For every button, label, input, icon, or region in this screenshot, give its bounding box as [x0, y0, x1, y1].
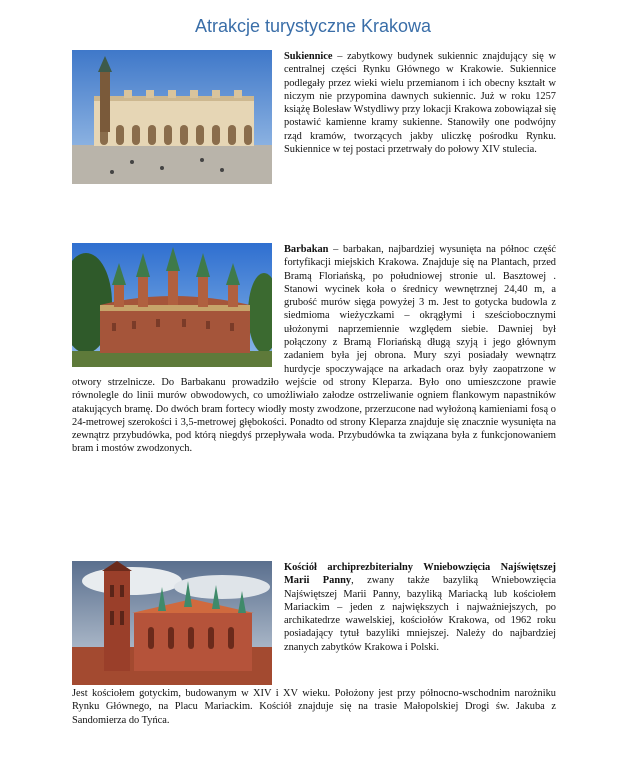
- barbakan-photo: [72, 243, 272, 367]
- section-barbakan: [72, 243, 556, 456]
- kosciol-mariacki-photo: [72, 561, 272, 685]
- section-heading: Barbakan: [284, 244, 329, 255]
- sukiennice-photo: [72, 50, 272, 184]
- page-title: Atrakcje turystyczne Krakowa: [194, 16, 432, 36]
- section-heading: Kościół archiprezbiterialny Wniebowzięcia Najświętszej Marii Panny: [284, 562, 556, 587]
- section-kosciol-mariacki: [72, 561, 556, 727]
- section-text-continued: Jest kościołem gotyckim, budowanym w XIV i XV wieku. Położony jest przy północno-wschodnim narożniku Rynku Głównego, na Placu Mariackim. Kościół znajduje się na trasie Małopolskiej Drogi św. Jakuba z Sandomierza do Tyńca.: [72, 688, 556, 726]
- section-text: – zabytkowy budynek sukiennic znajdujący się w centralnej części Rynku Głównego w Krakowie. Sukiennice podlegały przez wieki wielu przemianom i ich obecny kształt w niczym nie przypomina dawnych sukiennic. Już w roku 1257 książę Bolesław Wstydliwy przy lokacji Krakowa zobowiązał się postawić kamienne kramy sukienne. Stanowiły one podwójny rząd kramów, tworzących jakby uliczkę pośrodku Rynku. Sukiennice w tej postaci przetrwały do połowy XIV stulecia.: [284, 51, 556, 156]
- section-heading: Sukiennice: [284, 51, 333, 62]
- section-text: , zwany także bazyliką Wniebowzięcia Najświętszej Marii Panny, bazyliką Mariacką lub kościołem Mariackim – jeden z największych i najważniejszych, po archikatedrze wawelskiej, kościołów Krakowa, od 1962 roku posiadający tytuł bazyliki mniejszej. Należy do najbardziej znanych zabytków Krakowa i Polski.: [284, 575, 556, 653]
- section-sukiennice: [72, 50, 556, 186]
- section-text: – barbakan, najbardziej wysunięta na północ część fortyfikacji miejskich Krakowa. Znajduje się na Plantach, przed Bramą Floriańską, po południowej stronie ul. Basztowej . Stanowi wycinek koła o średnicy wewnętrznej 24,40 m, a grubość murów sięga powyżej 3 m. Jest to gotycka budowla z siedmioma wieżyczkami – okrągłymi i sześciobocznymi ułożonymi naprzemiennie względem siebie. Dawniej był połączony z Bramą Floriańską długą szyją i jego głównym zadaniem była jej obrona. Mury szyi posiadały wewnątrz hurdycje spoczywające na arkadach oraz były zaopatrzone w otwory strzelnicze. Do Barbakanu prowadziło wejście od strony Kleparza. Było ono umieszczone prawie równolegle do linii murów obwodowych, co umożliwiało załodze ostrzeliwanie ogniem flankowym napastników atakujących bramę. Do dwóch bram fortecy wiodły mosty zwodzone, przerzucone nad wyłożoną kamieniami fosą o 24-metrowej szerokości i 3,5-metrowej głębokości. Ponadto od strony Kleparza znajduje się znacznie wysunięta na zewnątrz przybudówka, pod którą niegdyś przepływała woda. Przybudówka ta związana była z funkcjonowaniem bram i mostów zwodzonych.: [72, 244, 556, 455]
